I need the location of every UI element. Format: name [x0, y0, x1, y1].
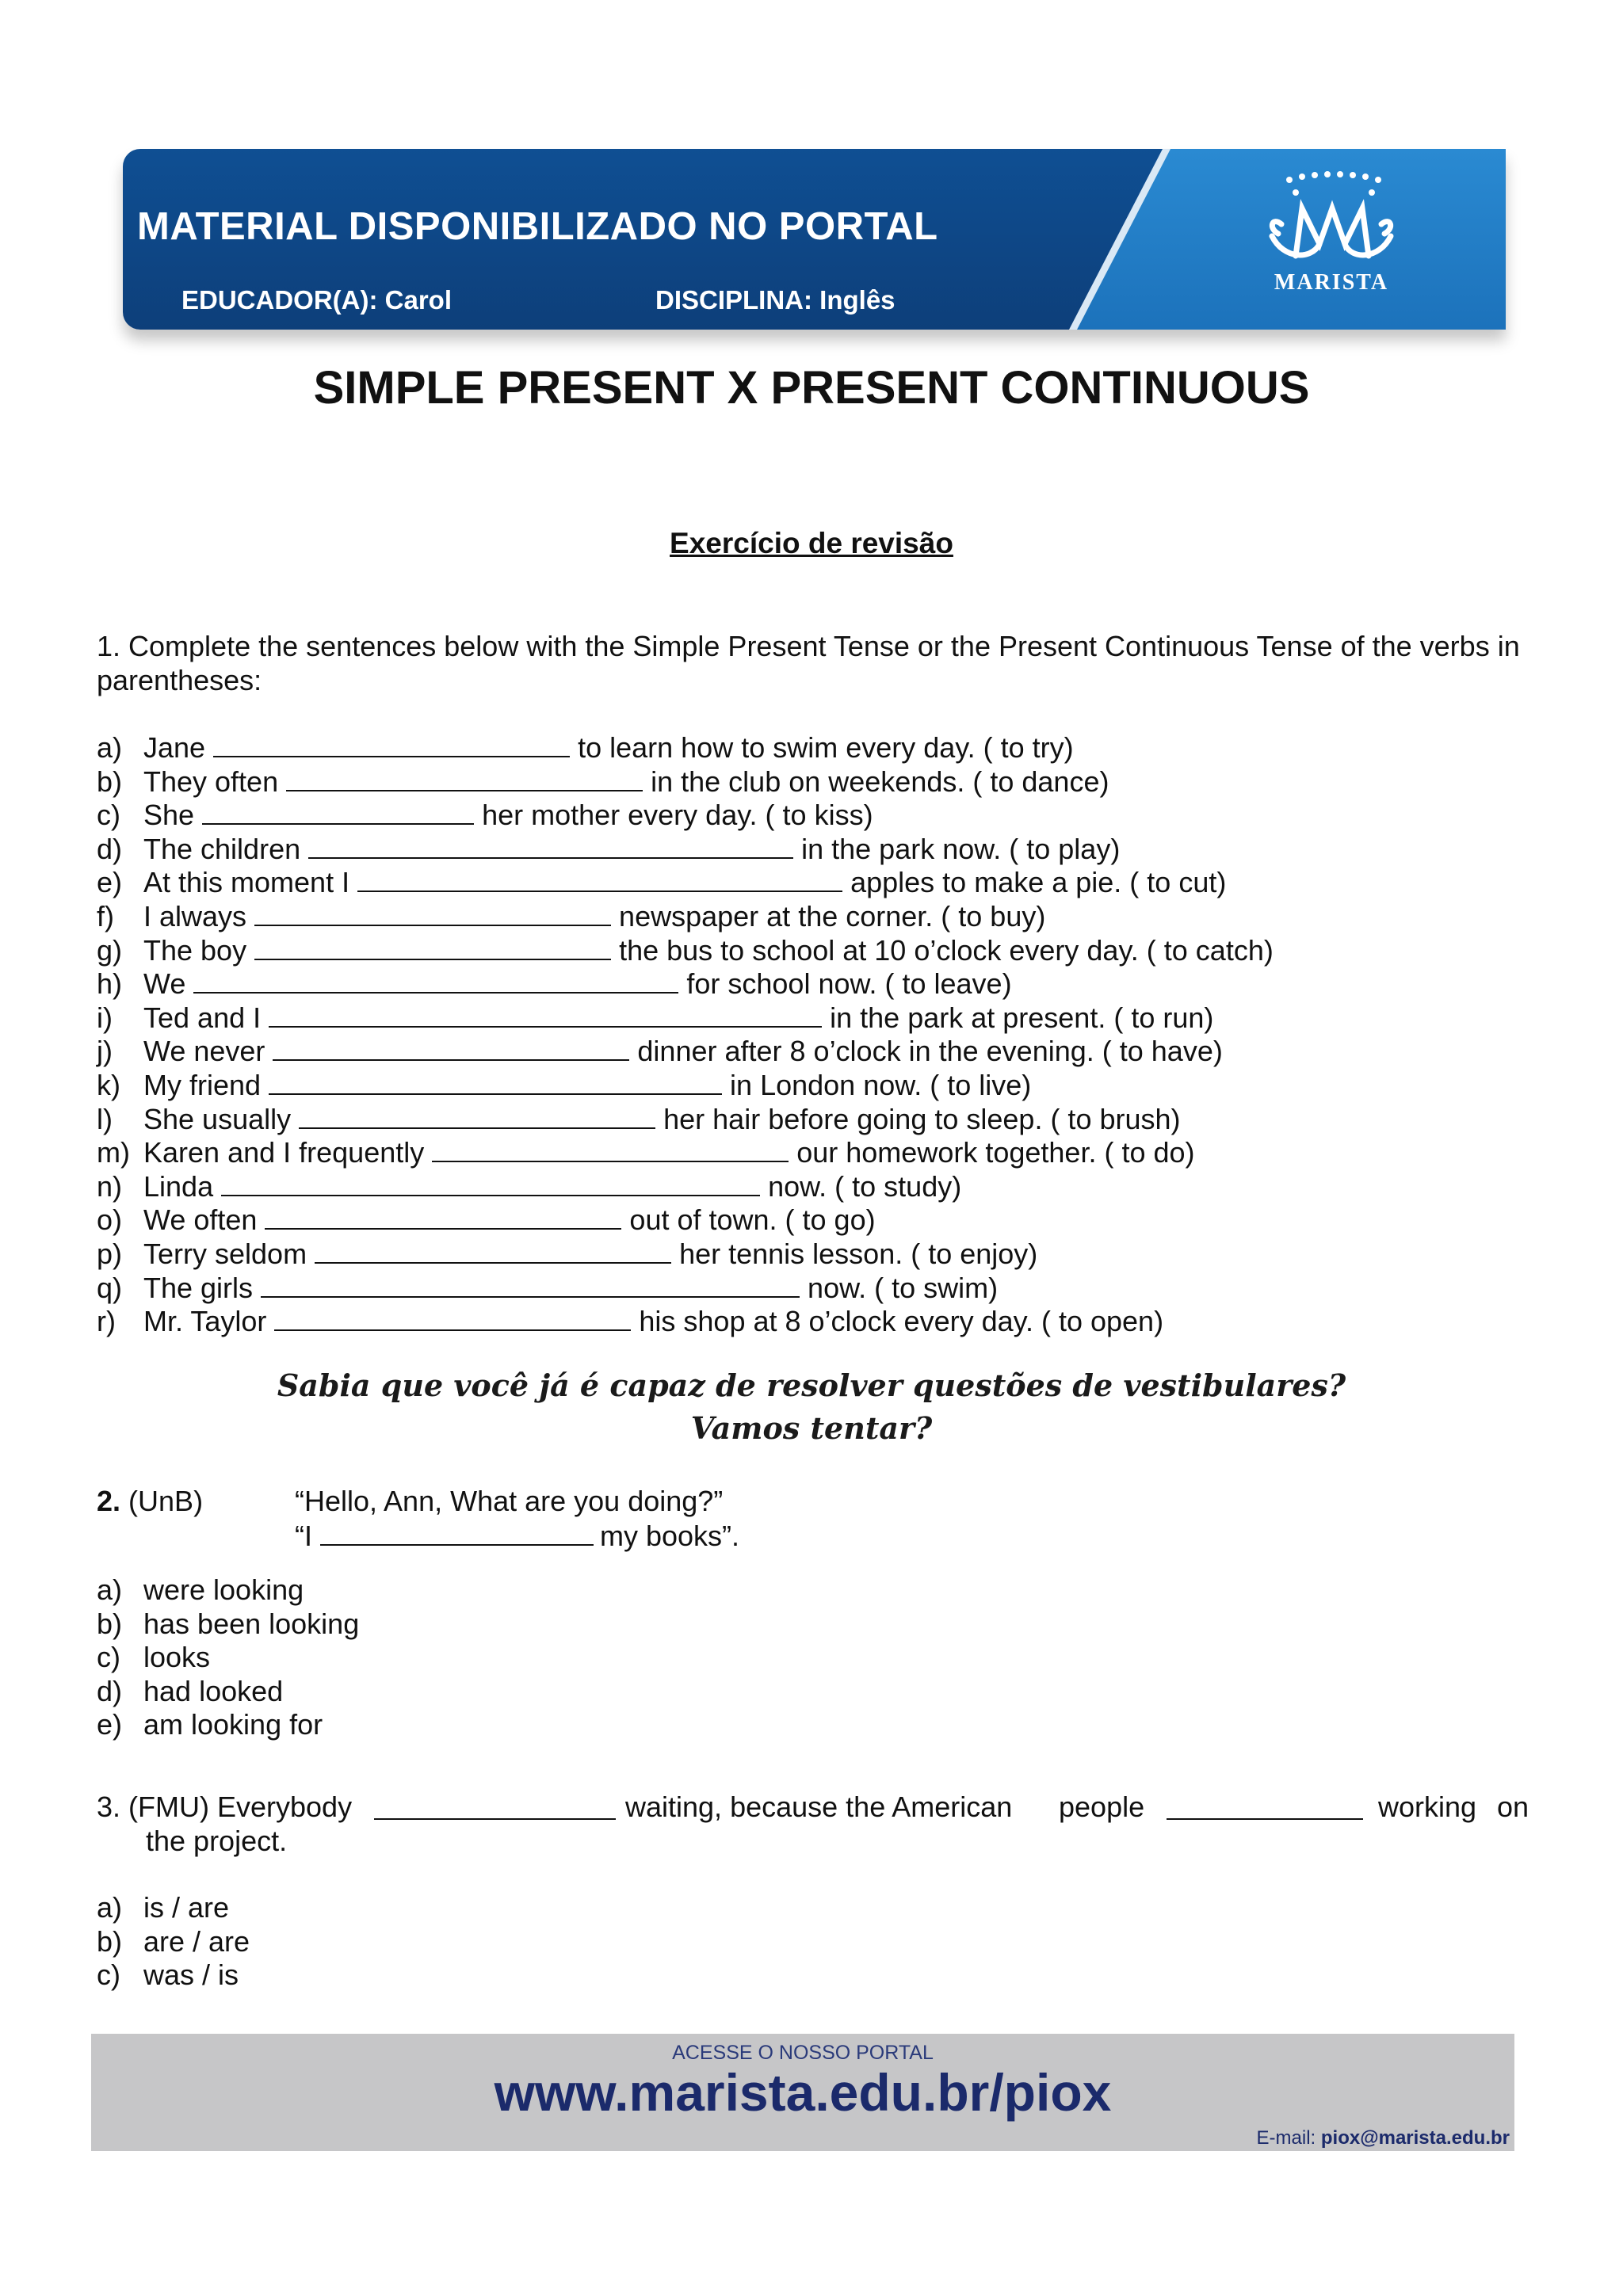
item-text: [143, 1271, 998, 1305]
item-text: [143, 1034, 1223, 1068]
answer-blank[interactable]: [269, 1068, 722, 1095]
item-text: [143, 730, 1074, 765]
answer-blank[interactable]: [320, 1519, 594, 1546]
answer-blank[interactable]: [261, 1271, 800, 1298]
question-1-intro: 1. Complete the sentences below with the Simple Present Tense or the Present Continuous Tense of the verbs in parentheses:: [97, 630, 1520, 696]
page-title: SIMPLE PRESENT X PRESENT CONTINUOUS: [313, 362, 1310, 414]
item-letter: f): [97, 900, 114, 933]
item-after: in the club on weekends. ( to dance): [651, 765, 1109, 798]
discipline-label: DISCIPLINA: Inglês: [655, 285, 896, 315]
answer-blank[interactable]: [273, 1034, 629, 1061]
answer-blank[interactable]: [265, 1203, 621, 1230]
item-before: She usually: [143, 1102, 292, 1135]
item-before: Karen and I frequently: [143, 1136, 425, 1169]
item-before: We never: [143, 1035, 265, 1068]
item-after: to learn how to swim every day. ( to try): [578, 731, 1074, 764]
item-text: [143, 798, 873, 832]
item-text: [143, 933, 1274, 967]
item-after: out of town. ( to go): [629, 1203, 876, 1237]
item-after: his shop at 8 o’clock every day. ( to open): [639, 1305, 1164, 1338]
item-text: [143, 865, 1226, 899]
answer-blank[interactable]: [269, 1001, 822, 1028]
item-text: [143, 1304, 1163, 1338]
item-after: her hair before going to sleep. ( to brush): [663, 1102, 1181, 1135]
question-3-line-2: the project.: [146, 1825, 288, 1857]
item-before: The boy: [143, 933, 247, 967]
item-after: in the park now. ( to play): [801, 832, 1121, 865]
answer-blank[interactable]: [254, 899, 611, 926]
question-2-line-2: [295, 1519, 739, 1553]
question-2-number: 2.: [97, 1485, 121, 1517]
item-text: [143, 832, 1120, 866]
question-3-line-1: [97, 1790, 1531, 1824]
answer-blank[interactable]: [193, 967, 678, 994]
email-link[interactable]: piox@marista.edu.br: [1320, 2127, 1510, 2149]
option-text: is / are: [143, 1891, 230, 1924]
item-letter: c): [97, 799, 120, 832]
option-text: looks: [143, 1641, 211, 1674]
option-letter: b): [97, 1924, 123, 1958]
item-letter: o): [97, 1203, 123, 1237]
option-letter: c): [97, 1641, 120, 1674]
answer-blank[interactable]: [221, 1169, 760, 1196]
item-after: our homework together. ( to do): [796, 1136, 1195, 1169]
question-2-before: “I: [295, 1520, 312, 1552]
item-letter: j): [97, 1035, 113, 1068]
option-letter: a): [97, 1891, 123, 1924]
item-letter: q): [97, 1271, 123, 1304]
option-text: has been looking: [143, 1607, 360, 1640]
item-before: The children: [143, 832, 301, 865]
question-2-after: my books”.: [600, 1520, 740, 1552]
item-before: Jane: [143, 731, 206, 764]
question-2-label: [97, 1485, 203, 1518]
question-3-part-5: on: [1497, 1791, 1529, 1823]
vestibular-note: [0, 1364, 1623, 1450]
option-letter: b): [97, 1607, 123, 1640]
item-letter: r): [97, 1305, 116, 1338]
option-letter: c): [97, 1958, 120, 1992]
option-text: was / is: [143, 1958, 239, 1992]
item-letter: i): [97, 1001, 113, 1034]
item-before: The girls: [143, 1271, 254, 1304]
answer-blank[interactable]: [299, 1102, 655, 1129]
educator-label: EDUCADOR(A): Carol: [181, 285, 452, 315]
item-text: [143, 1203, 876, 1237]
section-subtitle: Exercício de revisão: [670, 527, 953, 559]
item-after: in London now. ( to live): [730, 1069, 1032, 1101]
portal-link[interactable]: www.marista.edu.br/piox: [494, 2063, 1112, 2122]
item-after: in the park at present. ( to run): [830, 1001, 1214, 1034]
answer-blank[interactable]: [202, 798, 474, 825]
item-text: [143, 899, 1045, 933]
banner-title: MATERIAL DISPONIBILIZADO NO PORTAL: [137, 205, 938, 248]
item-before: At this moment I: [143, 866, 350, 899]
answer-blank[interactable]: [1167, 1793, 1363, 1820]
answer-blank[interactable]: [286, 765, 643, 791]
item-after: apples to make a pie. ( to cut): [850, 866, 1227, 899]
item-after: the bus to school at 10 o’clock every day. ( to catch): [619, 933, 1274, 967]
answer-blank[interactable]: [213, 730, 570, 757]
question-3-part-1: 3. (FMU) Everybody: [97, 1791, 353, 1823]
item-letter: b): [97, 765, 123, 798]
item-letter: d): [97, 832, 123, 865]
item-before: We often: [143, 1203, 258, 1237]
item-text: [143, 1102, 1181, 1136]
item-letter: g): [97, 933, 123, 967]
note-line-2: Vamos tentar?: [690, 1410, 933, 1446]
item-before: They often: [143, 765, 279, 798]
item-text: [143, 1237, 1037, 1271]
item-letter: m): [97, 1136, 130, 1169]
answer-blank[interactable]: [274, 1304, 631, 1331]
marista-monogram-icon: [1240, 169, 1423, 272]
item-letter: h): [97, 967, 123, 1001]
item-before: Ted and I: [143, 1001, 262, 1034]
item-after: now. ( to swim): [808, 1271, 999, 1304]
question-2-line-1: “Hello, Ann, What are you doing?”: [295, 1485, 724, 1517]
item-after: her tennis lesson. ( to enjoy): [679, 1238, 1038, 1270]
item-letter: a): [97, 731, 123, 764]
item-text: [143, 967, 1012, 1001]
question-3-part-3: people: [1059, 1791, 1145, 1823]
answer-blank[interactable]: [254, 933, 611, 960]
footer-email: [1257, 2127, 1510, 2149]
note-line-1: Sabia que você já é capaz de resolver questões de vestibulares?: [277, 1367, 1346, 1403]
item-text: [143, 765, 1109, 799]
email-label: E-mail:: [1256, 2127, 1316, 2149]
item-before: We: [143, 967, 186, 1001]
option-text: had looked: [143, 1674, 284, 1707]
item-after: newspaper at the corner. ( to buy): [619, 900, 1046, 933]
option-text: were looking: [143, 1573, 304, 1606]
item-text: [143, 1135, 1195, 1169]
item-text: [143, 1001, 1213, 1035]
footer-caption: ACESSE O NOSSO PORTAL: [672, 2042, 934, 2064]
option-text: are / are: [143, 1924, 250, 1958]
item-before: I always: [143, 900, 247, 933]
item-letter: l): [97, 1102, 113, 1135]
item-after: dinner after 8 o’clock in the evening. ( to have): [637, 1035, 1223, 1068]
answer-blank[interactable]: [315, 1237, 671, 1264]
header-banner: [123, 149, 1506, 330]
option-text: am looking for: [143, 1708, 323, 1741]
marista-logo: [1240, 169, 1423, 303]
item-letter: k): [97, 1069, 120, 1101]
item-letter: e): [97, 866, 123, 899]
question-3-part-4: working: [1378, 1791, 1477, 1823]
item-after: her mother every day. ( to kiss): [482, 799, 873, 832]
option-letter: e): [97, 1708, 123, 1741]
answer-blank[interactable]: [374, 1793, 616, 1820]
item-before: She: [143, 799, 195, 832]
item-before: Terry seldom: [143, 1238, 307, 1270]
answer-blank[interactable]: [308, 832, 793, 859]
item-before: My friend: [143, 1069, 262, 1101]
item-after: now. ( to study): [768, 1169, 962, 1203]
answer-blank[interactable]: [357, 865, 842, 892]
item-text: [143, 1068, 1031, 1102]
item-before: Linda: [143, 1169, 214, 1203]
logo-text: MARISTA: [1274, 270, 1389, 295]
option-letter: d): [97, 1674, 123, 1707]
footer-banner: [91, 2034, 1514, 2151]
option-letter: a): [97, 1573, 123, 1606]
item-text: [143, 1169, 961, 1203]
item-letter: n): [97, 1169, 123, 1203]
item-letter: p): [97, 1238, 123, 1270]
question-2-source: (UnB): [128, 1485, 204, 1517]
question-3: [97, 1790, 1531, 1858]
item-after: for school now. ( to leave): [686, 967, 1012, 1001]
item-before: Mr. Taylor: [143, 1305, 267, 1338]
answer-blank[interactable]: [432, 1135, 789, 1162]
question-3-part-2: waiting, because the American: [625, 1791, 1013, 1823]
